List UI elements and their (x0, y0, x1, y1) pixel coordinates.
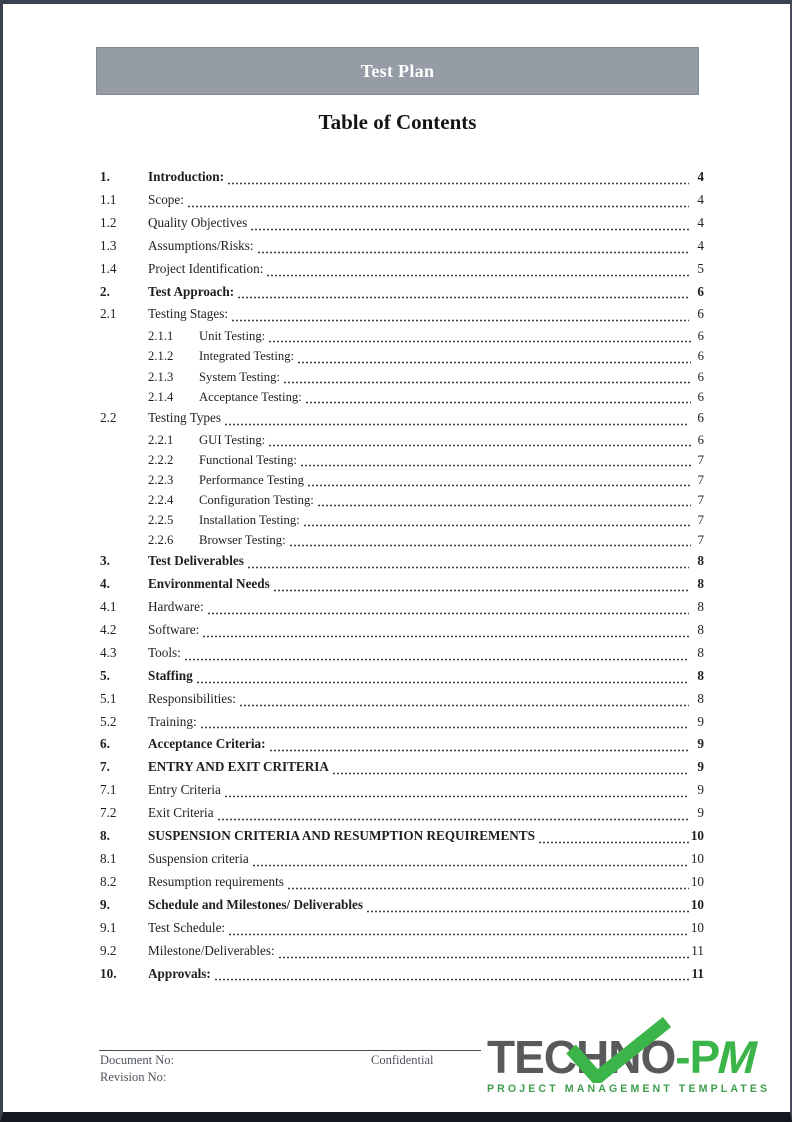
toc-entry-page: 10 (690, 850, 704, 866)
toc-entry-label: Testing Types (148, 409, 221, 425)
toc-entry-label: Test Approach: (148, 283, 235, 299)
toc-entry-label: Milestone/Deliverables: (148, 942, 275, 958)
toc-leader-dots (297, 360, 691, 364)
toc-entry-page: 7 (697, 492, 704, 507)
toc-entry-page: 7 (697, 533, 704, 548)
toc-entry-label: Software: (148, 621, 200, 637)
confidential-label: Confidential (371, 1053, 434, 1067)
toc-entry-page: 9 (697, 805, 704, 821)
toc-entry-label: Integrated Testing: (199, 349, 295, 364)
toc-entry-number: 2.1.3 (148, 369, 174, 384)
toc-entry-number: 2.2.6 (148, 533, 174, 548)
toc-entry-label: GUI Testing: (199, 432, 266, 447)
toc-entry[interactable] (100, 530, 704, 550)
toc-leader-dots (250, 227, 689, 231)
toc-leader-dots (231, 318, 689, 322)
toc-entry-number: 8.2 (100, 873, 117, 889)
toc-entry-number: 5. (100, 667, 110, 683)
toc-entry-label: Configuration Testing: (199, 492, 314, 507)
toc-leader-dots (269, 748, 689, 752)
toc-entry-label: Project Identification: (148, 260, 264, 276)
toc-entry-number: 4.2 (100, 621, 117, 637)
toc-leader-dots (207, 611, 689, 615)
toc-leader-dots (184, 657, 689, 661)
toc-entry-page: 5 (697, 260, 704, 276)
toc-entry-label: Test Schedule: (148, 919, 226, 935)
toc-entry-page: 6 (697, 409, 704, 425)
toc-leader-dots (196, 680, 689, 684)
toc-entry[interactable] (100, 573, 704, 596)
toc-entry-label: Introduction: (148, 169, 224, 184)
toc-entry-label: Responsibilities: (148, 690, 236, 706)
toc-leader-dots (202, 634, 689, 638)
toc-entry[interactable] (100, 848, 704, 871)
toc-entry[interactable] (100, 346, 704, 366)
toc-entry[interactable] (100, 596, 704, 619)
toc-entry-number: 9. (100, 896, 110, 912)
toc-entry[interactable] (100, 387, 704, 407)
logo-hyphen: - (675, 1031, 690, 1083)
toc-leader-dots (300, 463, 691, 467)
toc-entry-number: 10. (100, 965, 117, 981)
toc-entry[interactable] (100, 326, 704, 346)
toc-leader-dots (268, 443, 691, 447)
toc-entry-page: 6 (697, 369, 704, 384)
toc-entry-number: 2.2.2 (148, 452, 174, 467)
toc-entry-label: Installation Testing: (199, 513, 300, 527)
toc-entry-number: 1.4 (100, 260, 117, 276)
toc-entry[interactable] (100, 166, 704, 189)
toc-entry-page: 11 (691, 965, 704, 981)
toc-entry-number: 2.2.5 (148, 513, 174, 527)
toc-entry[interactable] (100, 711, 704, 734)
toc-entry-label: Performance Testing (199, 472, 304, 487)
toc-leader-dots (217, 817, 689, 821)
toc-entry[interactable] (100, 871, 704, 894)
toc-entry-number: 5.1 (100, 690, 117, 706)
toc-list (100, 166, 704, 985)
toc-entry-page: 4 (697, 169, 704, 184)
toc-entry-number: 1. (100, 169, 110, 184)
toc-entry-label: Environmental Needs (148, 576, 270, 592)
toc-entry-number: 8.1 (100, 850, 117, 866)
toc-leader-dots (268, 339, 691, 343)
toc-entry-label: Acceptance Testing: (199, 389, 302, 404)
toc-entry-number: 7. (100, 759, 110, 775)
toc-entry-label: Test Deliverables (148, 553, 244, 569)
toc-entry-label: Hardware: (148, 599, 204, 614)
toc-entry-label: Testing Stages: (148, 306, 229, 322)
toc-entry-label: Schedule and Milestones/ Deliverables (148, 896, 364, 912)
toc-leader-dots (283, 380, 691, 384)
toc-entry[interactable] (100, 258, 704, 281)
toc-entry[interactable] (100, 189, 704, 212)
toc-entry-number: 6. (100, 736, 110, 752)
toc-entry-number: 7.2 (100, 805, 117, 821)
toc-entry-number: 1.1 (100, 191, 117, 207)
toc-entry-page: 9 (697, 713, 704, 729)
toc-leader-dots (307, 483, 691, 487)
toc-entry-number: 2.1.1 (148, 329, 174, 344)
toc-entry-number: 9.2 (100, 942, 117, 958)
toc-leader-dots (239, 703, 689, 707)
toc-entry-label: Scope: (148, 191, 184, 207)
toc-entry-page: 4 (697, 237, 704, 253)
toc-entry-page: 10 (690, 919, 704, 935)
revision-no-label: Revision No: (100, 1070, 167, 1084)
toc-entry[interactable] (100, 665, 704, 688)
toc-leader-dots (278, 955, 689, 959)
toc-entry-page: 6 (697, 329, 704, 344)
toc-entry-page: 4 (697, 214, 704, 230)
toc-entry-page: 8 (697, 553, 704, 569)
toc-entry-number: 2.1 (100, 306, 117, 322)
toc-leader-dots (305, 400, 691, 404)
toc-entry-page: 8 (697, 644, 704, 660)
toc-entry-page: 6 (697, 349, 704, 364)
toc-leader-dots (303, 523, 691, 527)
toc-entry-number: 2. (100, 283, 110, 299)
toc-entry[interactable] (100, 235, 704, 258)
toc-entry-page: 9 (697, 759, 704, 775)
toc-entry[interactable] (100, 619, 704, 642)
logo-tagline: PROJECT MANAGEMENT TEMPLATES (487, 1083, 771, 1095)
toc-entry-page: 7 (697, 513, 704, 527)
toc-entry-number: 9.1 (100, 919, 117, 935)
toc-entry-page: 6 (697, 432, 704, 447)
toc-entry[interactable] (100, 510, 704, 530)
document-title: Test Plan (360, 60, 435, 81)
toc-leader-dots (228, 932, 689, 936)
toc-entry-number: 3. (100, 553, 110, 569)
toc-entry-number: 2.2.3 (148, 472, 174, 487)
toc-leader-dots (252, 863, 689, 867)
toc-entry-page: 6 (697, 283, 704, 299)
toc-entry-page: 10 (690, 828, 704, 844)
toc-entry[interactable] (100, 470, 704, 490)
toc-leader-dots (227, 181, 689, 185)
toc-entry-label: Resumption requirements (148, 873, 284, 889)
toc-entry-page: 9 (697, 736, 704, 752)
toc-entry-number: 2.2 (100, 409, 117, 425)
toc-leader-dots (366, 909, 689, 913)
toc-entry[interactable] (100, 450, 704, 470)
toc-entry-number: 2.1.4 (148, 389, 174, 404)
toc-entry[interactable] (100, 490, 704, 510)
toc-leader-dots (317, 503, 691, 507)
toc-entry[interactable] (100, 802, 704, 825)
toc-entry-page: 8 (697, 576, 704, 592)
toc-entry[interactable] (100, 642, 704, 665)
toc-leader-dots (200, 725, 689, 729)
toc-entry-label: Suspension criteria (148, 850, 249, 866)
toc-entry-number: 1.3 (100, 237, 117, 253)
logo-wordmark (487, 1033, 767, 1081)
toc-entry-page: 6 (697, 306, 704, 322)
toc-entry-number: 5.2 (100, 713, 117, 729)
toc-entry-page: 8 (697, 599, 704, 614)
toc-entry-number: 2.2.1 (148, 432, 174, 447)
logo-text-m: M (712, 1031, 764, 1083)
toc-leader-dots (266, 273, 689, 277)
toc-heading: Table of Contents (318, 110, 477, 134)
toc-entry-label: Approvals: (148, 965, 211, 981)
toc-entry-label: Entry Criteria (148, 782, 221, 798)
toc-entry-number: 8. (100, 828, 110, 844)
toc-entry[interactable] (100, 550, 704, 573)
toc-entry-label: Tools: (148, 644, 181, 660)
toc-entry-label: Acceptance Criteria: (148, 736, 266, 752)
toc-entry-label: Quality Objectives (148, 214, 248, 230)
logo-text-p: P (689, 1031, 720, 1083)
toc-leader-dots (224, 794, 689, 798)
toc-entry-label: ENTRY AND EXIT CRITERIA (148, 759, 329, 775)
toc-entry-page: 10 (690, 896, 704, 912)
toc-entry-number: 7.1 (100, 782, 117, 798)
toc-entry-label: Browser Testing: (199, 533, 286, 548)
toc-entry[interactable] (100, 733, 704, 756)
toc-entry-number: 4. (100, 576, 110, 592)
toc-entry[interactable] (100, 963, 704, 986)
toc-entry-label: Unit Testing: (199, 329, 266, 344)
toc-entry[interactable] (100, 212, 704, 235)
toc-entry-page: 11 (691, 942, 704, 958)
toc-entry-number: 1.2 (100, 214, 117, 230)
toc-entry-page: 10 (690, 873, 704, 889)
toc-leader-dots (332, 771, 689, 775)
toc-leader-dots (187, 204, 689, 208)
toc-leader-dots (257, 250, 689, 254)
toc-entry-page: 6 (697, 389, 704, 404)
toc-entry-page: 8 (697, 690, 704, 706)
toc-entry-page: 7 (697, 452, 704, 467)
toc-entry[interactable] (100, 940, 704, 963)
toc-leader-dots (247, 565, 689, 569)
toc-entry-page: 9 (697, 782, 704, 798)
toc-entry[interactable] (100, 917, 704, 940)
toc-entry-label: Assumptions/Risks: (148, 237, 254, 253)
toc-entry-label: System Testing: (199, 369, 280, 384)
toc-entry-page: 4 (697, 191, 704, 207)
toc-entry-label: Staffing (148, 667, 193, 683)
toc-entry-number: 4.3 (100, 644, 117, 660)
toc-entry[interactable] (100, 367, 704, 387)
toc-entry[interactable] (100, 303, 704, 326)
toc-entry-label: Exit Criteria (148, 805, 214, 821)
toc-entry-page: 8 (697, 667, 704, 683)
document-title-banner (96, 47, 699, 95)
toc-entry[interactable] (100, 756, 704, 779)
toc-entry-label: Functional Testing: (199, 452, 297, 467)
techno-pm-logo (487, 1031, 771, 1112)
toc-leader-dots (273, 588, 689, 592)
toc-entry-number: 2.1.2 (148, 349, 174, 364)
toc-entry[interactable] (100, 825, 704, 848)
toc-entry-label: Training: (148, 713, 197, 729)
toc-entry[interactable] (100, 688, 704, 711)
toc-entry[interactable] (100, 430, 704, 450)
document-page (3, 4, 790, 1112)
toc-entry[interactable] (100, 407, 704, 430)
toc-leader-dots (224, 422, 689, 426)
toc-leader-dots (289, 543, 691, 547)
logo-text-gray: TECHNO (487, 1031, 676, 1083)
toc-entry[interactable] (100, 779, 704, 802)
toc-entry-page: 7 (697, 472, 704, 487)
toc-entry-label: SUSPENSION CRITERIA AND RESUMPTION REQUIREMENTS (148, 828, 535, 844)
toc-leader-dots (287, 886, 689, 890)
document-no-label: Document No: (100, 1053, 174, 1067)
toc-entry-page: 8 (697, 621, 704, 637)
toc-entry-number: 4.1 (100, 599, 117, 614)
toc-leader-dots (237, 295, 689, 299)
toc-leader-dots (538, 840, 689, 844)
toc-entry[interactable] (100, 281, 704, 304)
footer-divider (99, 1050, 481, 1051)
toc-leader-dots (214, 977, 689, 981)
toc-entry[interactable] (100, 894, 704, 917)
toc-entry-number: 2.2.4 (148, 492, 174, 507)
